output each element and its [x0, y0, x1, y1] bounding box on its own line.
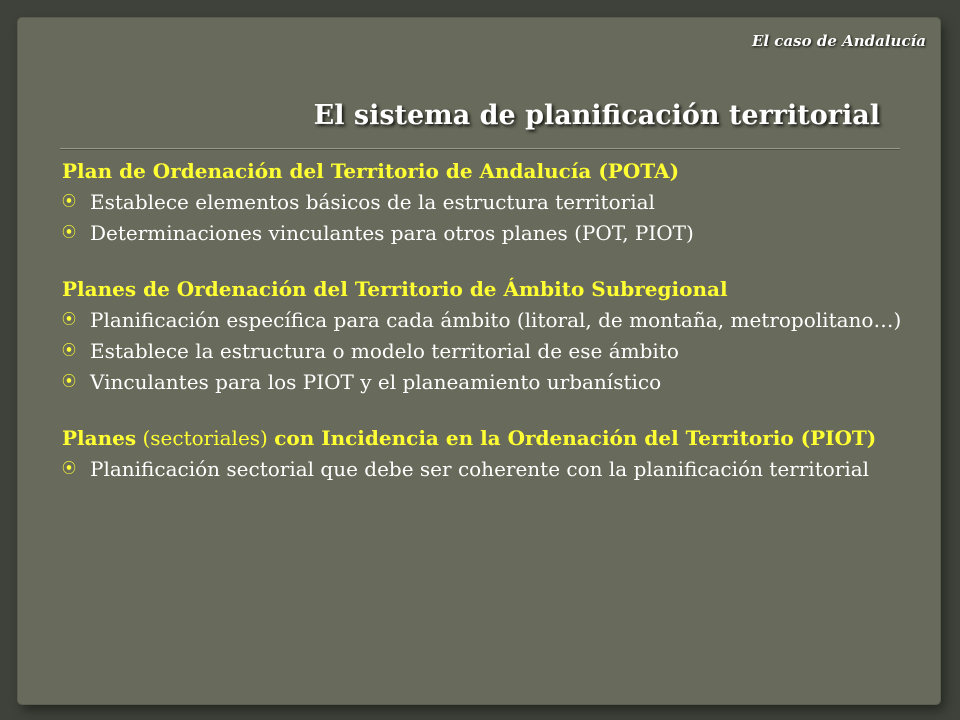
circled-dot-bullet-icon: ⦿ [62, 194, 76, 210]
circled-dot-bullet-icon: ⦿ [62, 225, 76, 241]
bullet-text: Determinaciones vinculantes para otros planes (POT, PIOT) [90, 221, 694, 245]
heading-part-light: (sectoriales) [136, 426, 275, 450]
bullet-item [62, 336, 904, 367]
bullet-item [62, 305, 904, 336]
circled-dot-bullet-icon: ⦿ [62, 374, 76, 390]
bullet-item [62, 367, 904, 398]
heading-part: con Incidencia en la Ordenación del Territorio (PIOT) [274, 426, 877, 450]
section-heading-piot [62, 423, 904, 454]
slide-title: El sistema de planificación territorial [313, 100, 880, 131]
bullet-text: Vinculantes para los PIOT y el planeamiento urbanístico [90, 370, 662, 394]
section-heading-pota: Plan de Ordenación del Territorio de Andalucía (POTA) [62, 159, 680, 183]
bullet-item [62, 187, 904, 218]
bullet-text: Establece elementos básicos de la estructura territorial [90, 190, 655, 214]
header-tag: El caso de Andalucía [751, 32, 926, 50]
bullet-item [62, 454, 904, 485]
bullet-item [62, 218, 904, 249]
circled-dot-bullet-icon: ⦿ [62, 343, 76, 359]
bullet-text: Planificación sectorial que debe ser coherente con la planificación territorial [90, 457, 870, 481]
section-heading-subregional: Planes de Ordenación del Territorio de Ámbito Subregional [62, 277, 728, 301]
circled-dot-bullet-icon: ⦿ [62, 312, 76, 328]
bullet-text: Planificación específica para cada ámbito (litoral, de montaña, metropolitano…) [90, 308, 902, 332]
heading-part: Planes [62, 426, 137, 450]
bullet-text: Establece la estructura o modelo territorial de ese ámbito [90, 339, 679, 363]
slide-content [62, 156, 904, 485]
title-divider [60, 148, 900, 149]
circled-dot-bullet-icon: ⦿ [62, 461, 76, 477]
